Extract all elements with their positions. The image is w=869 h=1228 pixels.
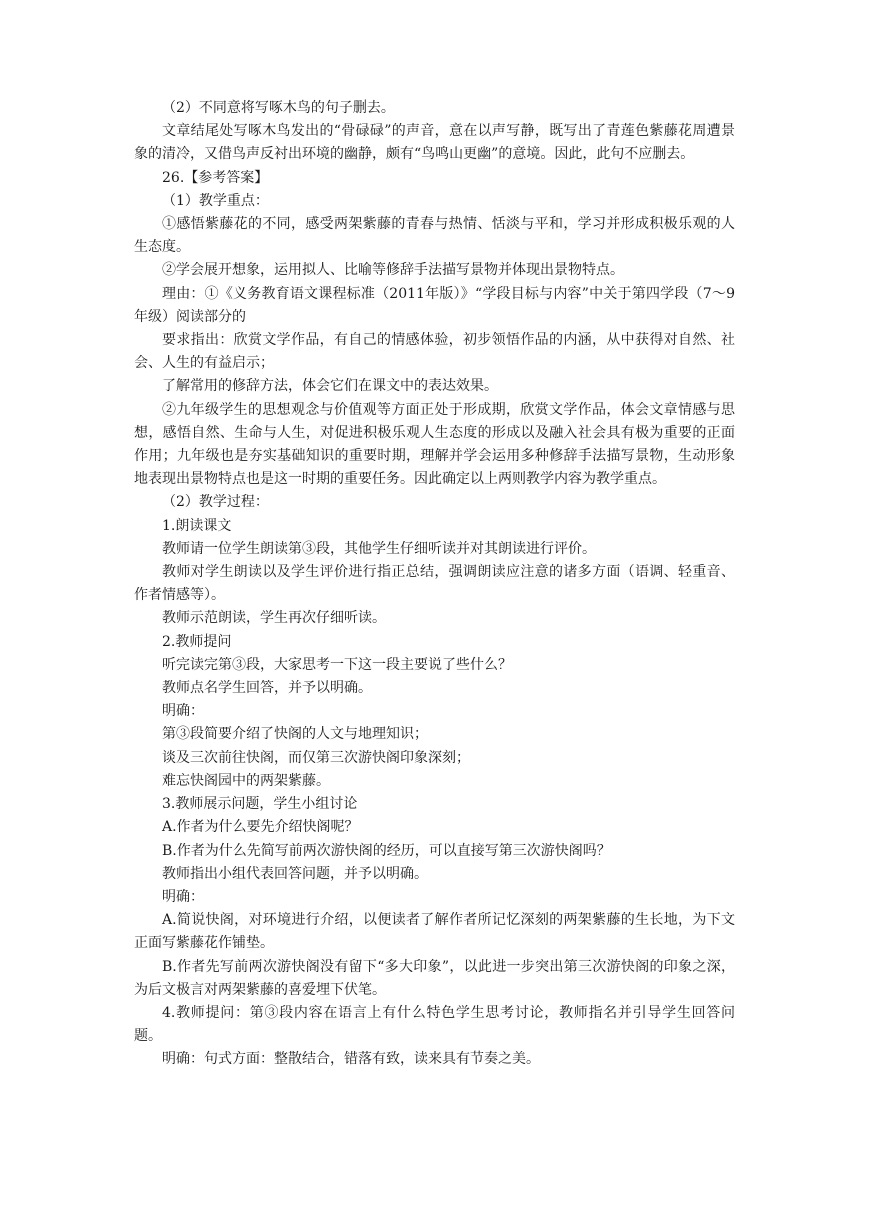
- paragraph: （2）不同意将写啄木鸟的句子删去。: [162, 100, 395, 116]
- paragraph: 听完读完第③段，大家思考一下这一段主要说了些什么？: [162, 656, 512, 673]
- paragraph: B.作者为什么先简写前两次游快阁的经历，可以直接写第三次游快阁吗？: [162, 842, 611, 859]
- paragraph: 26.【参考答案】: [162, 169, 269, 186]
- paragraph: ②九年级学生的思想观念与价值观等方面正处于形成期，欣赏文学作品，体会文章情感与思想，感悟自然、生命与人生，对促进积极乐观人生态度的形成以及融入社会具有极为重要的正面作用；九年级也是夯实基础知识的重要时期，理解并学会运用多种修辞手法描写景物，生动形象地表现出景物特点也是这一时期的重要任务。因此确定以上两则教学内容为教学重点。: [134, 401, 735, 488]
- paragraph: B.作者先写前两次游快阁没有留下“多大印象”，以此进一步突出第三次游快阁的印象之深，为后文极言对两架紫藤的喜爱埋下伏笔。: [134, 958, 735, 998]
- paragraph: 教师点名学生回答，并予以明确。: [162, 680, 372, 697]
- paragraph: （1）教学重点：: [162, 192, 269, 209]
- paragraph: 教师示范朗读，学生再次仔细听读。: [162, 610, 386, 627]
- paragraph: （2）教学过程：: [162, 494, 269, 511]
- paragraph: 2.教师提问: [162, 633, 232, 650]
- paragraph: 明确：: [162, 888, 204, 905]
- paragraph: 1.朗读课文: [162, 517, 232, 534]
- paragraph: 文章结尾处写啄木鸟发出的“骨碌碌”的声音，意在以声写静，既写出了青莲色紫藤花周遭景象的清冷，又借鸟声反衬出环境的幽静，颇有“鸟鸣山更幽”的意境。因此，此句不应删去。: [134, 123, 735, 163]
- paragraph: 难忘快阁园中的两架紫藤。: [162, 772, 330, 789]
- paragraph: ②学会展开想象，运用拟人、比喻等修辞手法描写景物并体现出景物特点。: [162, 262, 624, 279]
- paragraph: 4.教师提问：第③段内容在语言上有什么特色学生思考讨论，教师指名并引导学生回答问题。: [134, 1004, 735, 1045]
- paragraph: 理由：①《义务教育语文课程标准（2011年版）》“学段目标与内容”中关于第四学段（7～9年级）阅读部分的: [134, 285, 735, 325]
- paragraph: 教师请一位学生朗读第③段，其他学生仔细听读并对其朗读进行评价。: [162, 540, 596, 557]
- paragraph: 3.教师展示问题，学生小组讨论: [162, 796, 358, 813]
- paragraph: A.简说快阁，对环境进行介绍，以便读者了解作者所记忆深刻的两架紫藤的生长地，为下文正面写紫藤花作铺垫。: [134, 912, 735, 952]
- paragraph: 谈及三次前往快阁，而仅第三次游快阁印象深刻；: [162, 749, 470, 766]
- paragraph: 明确：: [162, 703, 204, 720]
- paragraph: 明确：句式方面：整散结合，错落有致，读来具有节奏之美。: [162, 1051, 540, 1068]
- paragraph: A.作者为什么要先介绍快阁呢？: [162, 819, 359, 836]
- paragraph: 了解常用的修辞方法，体会它们在课文中的表达效果。: [162, 378, 498, 395]
- paragraph: 教师指出小组代表回答问题，并予以明确。: [162, 865, 428, 882]
- paragraph: 教师对学生朗读以及学生评价进行指正总结，强调朗读应注意的诸多方面（语调、轻重音、作者情感等）。: [134, 564, 735, 604]
- paragraph: 要求指出：欣赏文学作品，有自己的情感体验，初步领悟作品的内涵，从中获得对自然、社会、人生的有益启示；: [134, 332, 735, 372]
- paragraph: ①感悟紫藤花的不同，感受两架紫藤的青春与热情、恬淡与平和，学习并形成积极乐观的人生态度。: [134, 216, 735, 256]
- paragraph: 第③段简要介绍了快阁的人文与地理知识；: [162, 726, 428, 743]
